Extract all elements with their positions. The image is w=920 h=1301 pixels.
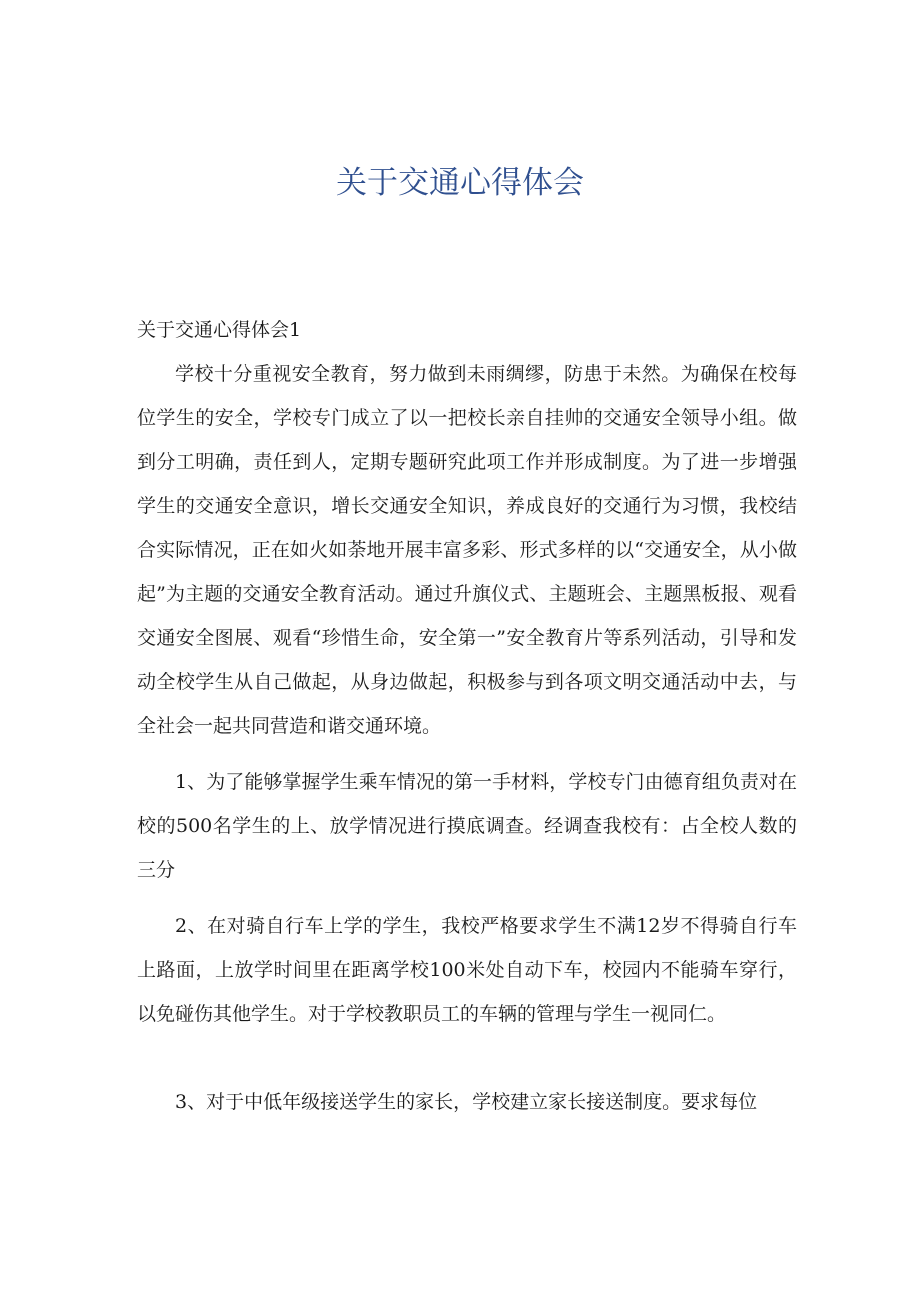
section-heading: 关于交通心得体会1: [137, 319, 302, 341]
paragraph-intro: 学校十分重视安全教育，努力做到未雨绸缪，防患于未然。为确保在校每位学生的安全，学校专门成立了以一把校长亲自挂帅的交通安全领导小组。做到分工明确，责任到人，定期专题研究此项工作并形成制度。为了进一步增强学生的交通安全意识，增长交通安全知识，养成良好的交通行为习惯，我校结合实际情况，正在如火如荼地开展丰富多彩、形式多样的以“交通安全，从小做起”为主题的交通安全教育活动。通过升旗仪式、主题班会、主题黑板报、观看交通安全图展、观看“珍惜生命，安全第一”安全教育片等系列活动，引导和发动全校学生从自己做起，从身边做起，积极参与到各项文明交通活动中去，与全社会一起共同营造和谐交通环境。: [137, 363, 797, 737]
paragraph-item-2: 2、在对骑自行车上学的学生，我校严格要求学生不满12岁不得骑自行车上路面，上放学时间里在距离学校100米处自动下车，校园内不能骑车穿行，以免碰伤其他学生。对于学校教职员工的车辆的管理与学生一视同仁。: [137, 915, 797, 1025]
document-body: [137, 308, 797, 1124]
paragraph-item-1: 1、为了能够掌握学生乘车情况的第一手材料，学校专门由德育组负责对在校的500名学生的上、放学情况进行摸底调查。经调查我校有：占全校人数的三分: [137, 771, 797, 881]
document-title: 关于交通心得体会: [336, 165, 584, 201]
paragraph-item-3: 3、对于中低年级接送学生的家长，学校建立家长接送制度。要求每位: [175, 1091, 758, 1113]
